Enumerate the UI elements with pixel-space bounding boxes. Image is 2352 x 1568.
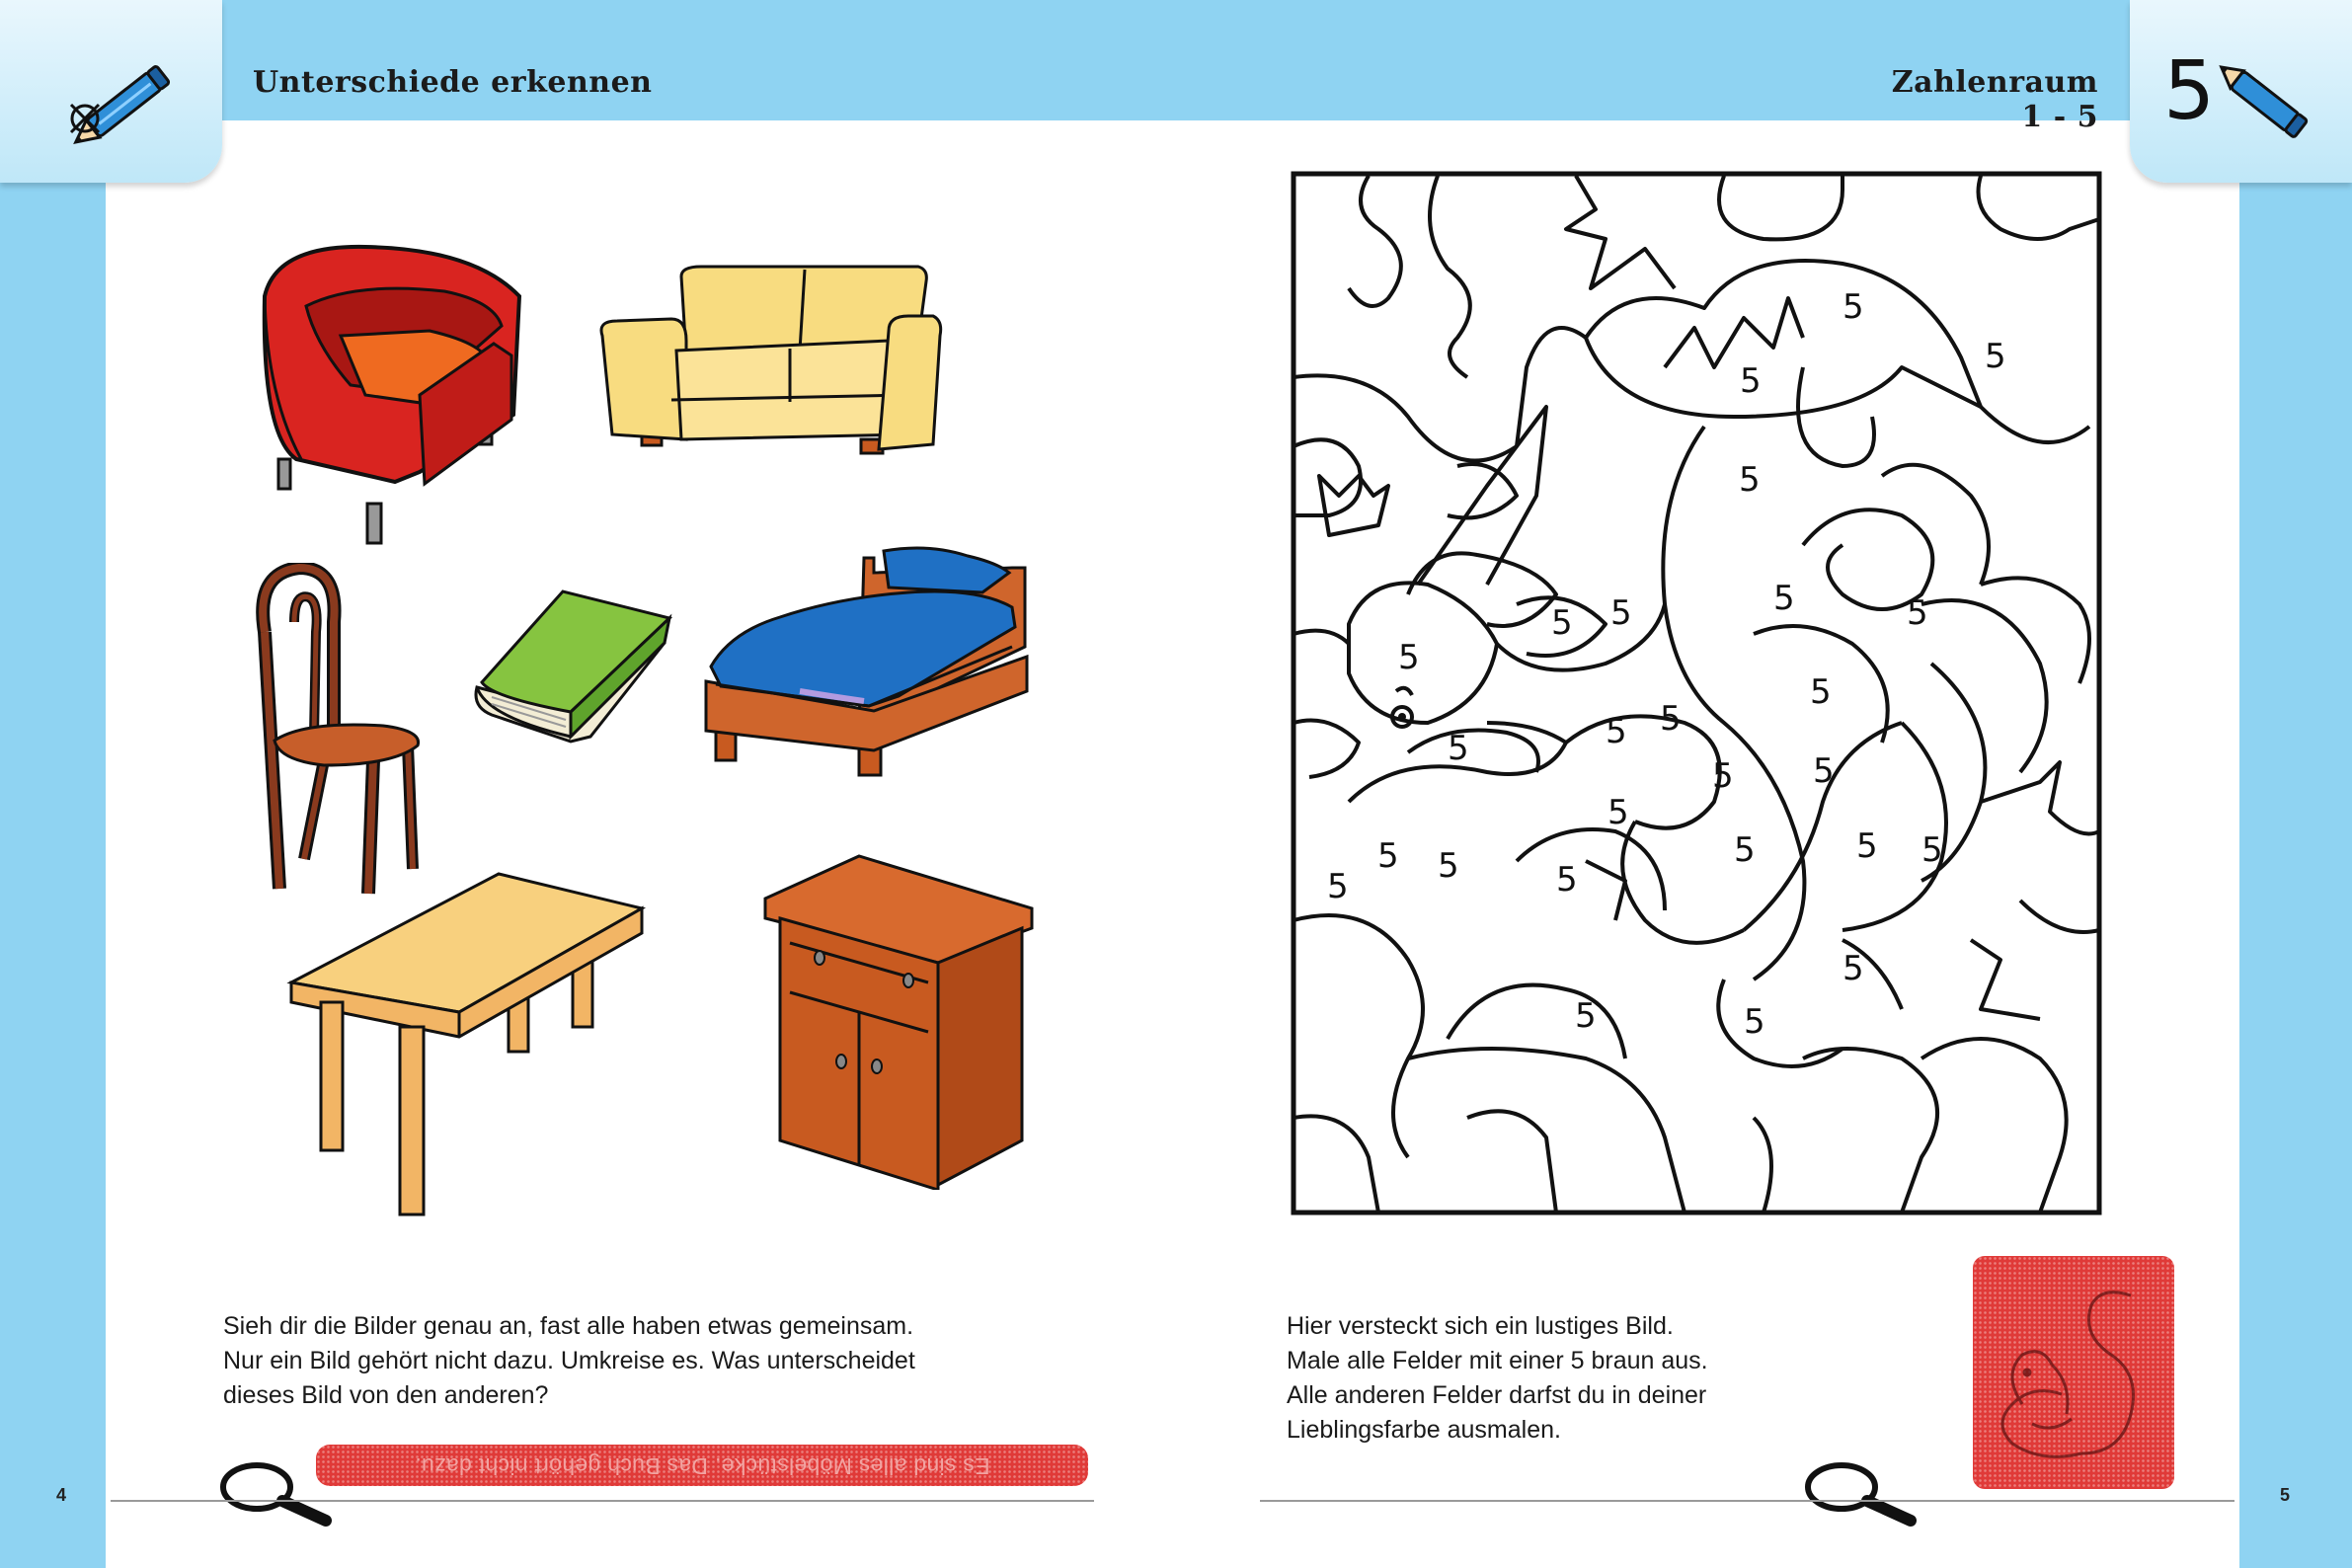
- armchair-picture: [247, 237, 533, 563]
- field-number: 5: [1712, 756, 1734, 796]
- bed-picture: [701, 538, 1037, 780]
- field-number: 5: [1398, 638, 1420, 677]
- book-picture: [472, 588, 674, 746]
- field-number: 5: [1739, 460, 1761, 500]
- field-number: 5: [1734, 830, 1756, 870]
- right-corner-tab: [2130, 0, 2352, 183]
- field-number: 5: [1773, 579, 1795, 618]
- field-number: 5: [1907, 593, 1928, 633]
- field-number: 5: [1740, 361, 1762, 401]
- color-by-number-puzzle: [1290, 170, 2103, 1216]
- left-header-title: Unterschiede erkennen: [253, 65, 653, 100]
- instruction-line: Sieh dir die Bilder genau an, fast alle haben etwas gemeinsam.: [223, 1312, 914, 1340]
- answer-text: Es sind alles Möbelstücke. Das Buch gehört nicht dazu.: [414, 1452, 990, 1479]
- instruction-line: Alle anderen Felder darfst du in deiner: [1287, 1381, 1707, 1409]
- instruction-line: Nur ein Bild gehört nicht dazu. Umkreise es. Was unterscheidet: [223, 1347, 915, 1374]
- page-number-right: 5: [2280, 1485, 2291, 1505]
- field-number: 5: [1438, 846, 1459, 886]
- sofa-picture: [592, 262, 948, 459]
- tab-number: 5: [2163, 44, 2216, 138]
- field-number: 5: [1856, 826, 1878, 866]
- instruction-line: Hier versteckt sich ein lustiges Bild.: [1287, 1312, 1674, 1340]
- field-number: 5: [1810, 672, 1832, 712]
- instruction-line: Lieblingsfarbe ausmalen.: [1287, 1416, 1561, 1444]
- right-margin-band: [2239, 0, 2352, 1568]
- left-corner-tab: [0, 0, 222, 183]
- right-instructions: [1287, 1309, 1708, 1448]
- squirrel-solution-picture: [1973, 1256, 2174, 1489]
- instruction-line: Male alle Felder mit einer 5 braun aus.: [1287, 1347, 1708, 1374]
- footer-rule: [1260, 1500, 2234, 1502]
- field-number: 5: [1606, 712, 1627, 751]
- instruction-line: dieses Bild von den anderen?: [223, 1381, 549, 1409]
- field-number: 5: [1556, 860, 1578, 900]
- left-instructions: [223, 1309, 915, 1413]
- field-number: 5: [1985, 337, 2006, 376]
- left-margin-band: [0, 0, 106, 1568]
- field-number: 5: [1607, 793, 1629, 832]
- field-number: 5: [1813, 751, 1835, 791]
- field-number: 5: [1575, 996, 1597, 1036]
- cabinet-picture: [760, 854, 1037, 1190]
- field-number: 5: [1448, 729, 1469, 768]
- field-number: 5: [1842, 949, 1864, 988]
- solution-thumbnail: [1973, 1256, 2174, 1489]
- page-number-left: 4: [56, 1485, 67, 1505]
- checkbox-x-icon: [65, 99, 105, 138]
- field-number: 5: [1842, 287, 1864, 327]
- right-header-title: Zahlenraum 1 - 5: [1891, 65, 2098, 134]
- field-number: 5: [1610, 593, 1632, 633]
- magnifier-icon: [1802, 1459, 1921, 1529]
- magnifier-icon: [217, 1459, 336, 1529]
- footer-rule: [111, 1500, 1094, 1502]
- field-number: 5: [1921, 830, 1943, 870]
- field-number: 5: [1551, 603, 1573, 643]
- field-number: 5: [1377, 836, 1399, 876]
- field-number: 5: [1327, 867, 1349, 906]
- field-number: 5: [1660, 699, 1682, 739]
- answer-solution-bar: [316, 1445, 1088, 1486]
- pencil-icon: [2209, 59, 2327, 148]
- chair-picture: [245, 563, 442, 908]
- table-picture: [286, 864, 652, 1219]
- field-number: 5: [1744, 1002, 1765, 1042]
